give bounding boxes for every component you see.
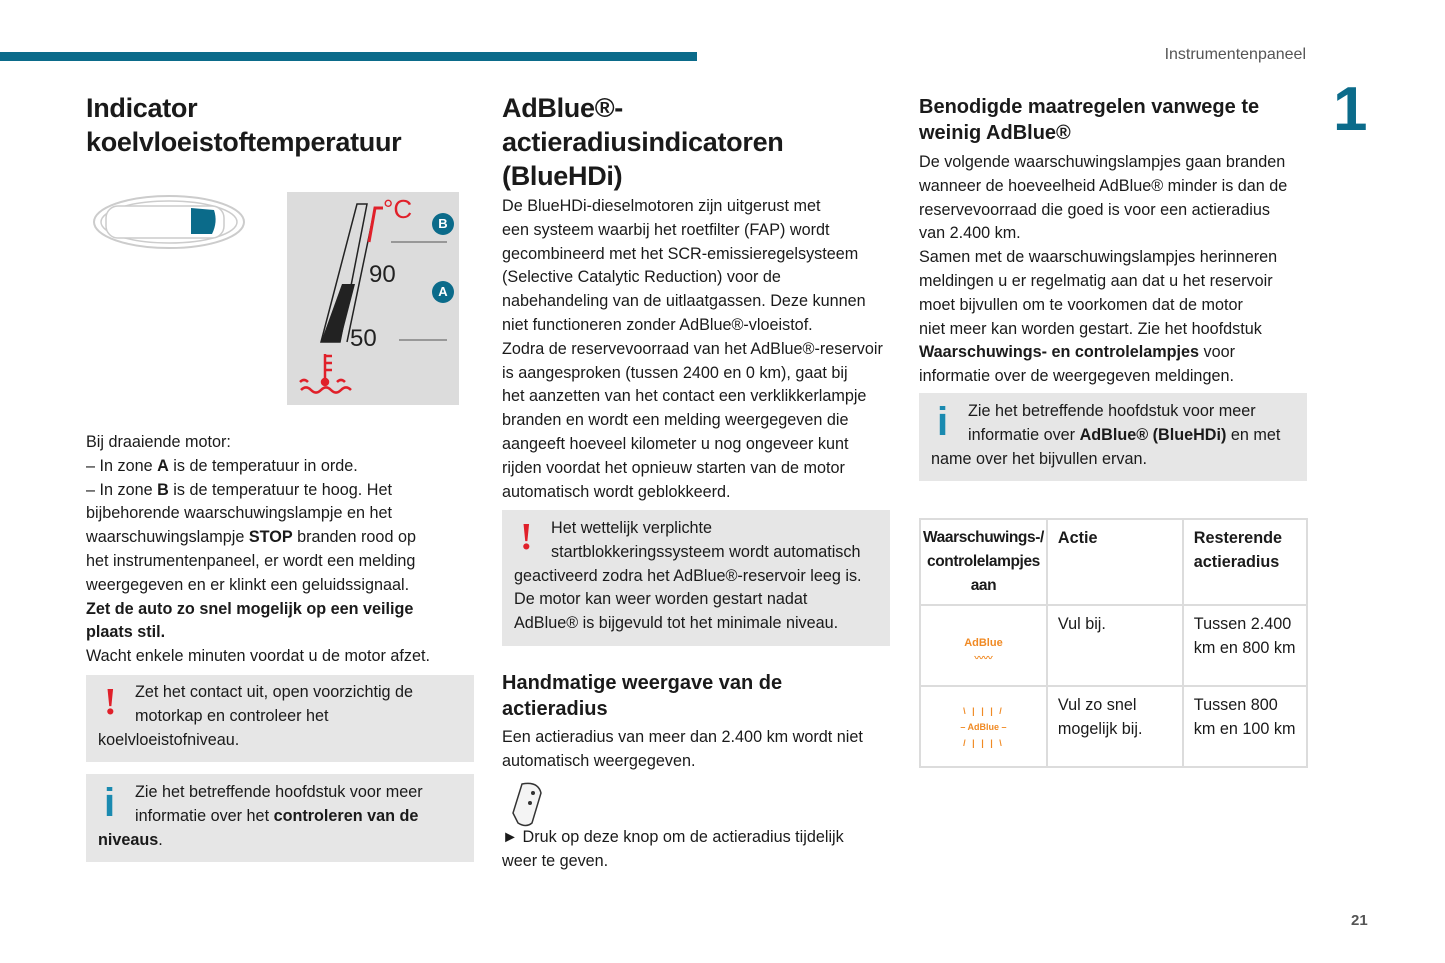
- text-segment: informatie over het: [135, 806, 274, 825]
- action-cell: Vul bij.: [1047, 605, 1183, 686]
- bold-text: niveaus: [98, 830, 159, 849]
- text-segment: aangeeft hoeveel kilometer u nog ongeveer kunt: [502, 434, 849, 453]
- text-line: [502, 850, 844, 874]
- text-segment: het instrumentenpaneel, er wordt een melding: [86, 551, 416, 570]
- adblue-body: [502, 195, 883, 504]
- text-line: [919, 318, 1287, 342]
- text-line: [919, 341, 1287, 365]
- bold-text: Zet de auto zo snel mogelijk op een veilige: [86, 599, 414, 618]
- text-segment: is de temperatuur te hoog. Het: [168, 480, 392, 499]
- text-segment: weergegeven en er klinkt een geluidssignaal.: [86, 575, 410, 594]
- text-line: [502, 726, 863, 750]
- text-line: [514, 565, 862, 589]
- text-segment: is de temperatuur in orde.: [168, 456, 358, 475]
- text-line: [502, 385, 883, 409]
- text-segment: nabehandeling van de uitlaatgassen. Deze kunnen: [502, 292, 866, 311]
- text-segment: niet functioneren zonder AdBlue®-vloeistof.: [502, 315, 813, 334]
- title-line: Benodigde maatregelen vanwege te: [919, 96, 1260, 118]
- running-title: Instrumentenpaneel: [1164, 46, 1306, 63]
- title-line: actieradiusindicatoren: [502, 127, 784, 157]
- text-line: [98, 781, 423, 805]
- bold-text: A: [157, 456, 169, 475]
- adblue-range-table: [919, 518, 1308, 768]
- text-line: [919, 151, 1287, 175]
- text-line: [502, 750, 863, 774]
- text-segment: motorkap en controleer het: [135, 706, 329, 725]
- text-line: [86, 550, 430, 574]
- page-number: 21: [1351, 912, 1368, 929]
- text-line: [514, 541, 862, 565]
- text-segment: (Selective Catalytic Reduction) voor de: [502, 268, 781, 287]
- text-segment: Zet het contact uit, open voorzichtig de: [135, 683, 414, 701]
- title-line: weinig AdBlue®: [919, 122, 1071, 144]
- bold-text: controleren van de: [273, 806, 419, 825]
- text-segment: waarschuwingslampje: [86, 528, 249, 547]
- text-line: [502, 219, 883, 243]
- text-line: [931, 448, 1280, 472]
- text-segment: informatie over de weergegeven meldingen.: [919, 367, 1234, 386]
- text-segment: De motor kan weer worden gestart nadat: [514, 590, 808, 609]
- coolant-temperature-icon: [300, 354, 351, 393]
- text-segment: Wacht enkele minuten voordat u de motor afzet.: [86, 647, 431, 666]
- text-line: [919, 365, 1287, 389]
- text-line: [98, 829, 423, 853]
- text-segment: het aanzetten van het contact een verklikkerlampje: [502, 387, 867, 406]
- chapter-number: 1: [1333, 75, 1368, 144]
- text-line: [931, 400, 1280, 424]
- text-line: [502, 362, 883, 386]
- lamp-label: AdBlue: [967, 721, 1000, 732]
- text-segment: weer te geven.: [502, 851, 609, 870]
- text-segment: is aangesproken (tussen 2400 en 0 km), gaat bij: [502, 363, 848, 382]
- text-line: [919, 199, 1287, 223]
- text-line: [86, 645, 430, 669]
- text-line: [502, 826, 844, 850]
- bold-text: AdBlue® (BlueHDi): [1079, 425, 1227, 444]
- text-segment: Zie het betreffende hoofdstuk voor meer: [968, 402, 1256, 420]
- warning-text: [98, 681, 413, 752]
- warning-text: [514, 517, 862, 636]
- text-segment: wanneer de hoeveelheid AdBlue® minder is dan de: [919, 176, 1288, 195]
- text-segment: moet bijvullen om te voorkomen dat de motor: [919, 295, 1243, 314]
- text-line: [86, 574, 430, 598]
- text-line: [502, 314, 883, 338]
- text-line: [86, 455, 430, 479]
- text-segment: ► Druk op deze knop om de actieradius tijdelijk: [502, 828, 844, 846]
- text-segment: informatie over: [968, 425, 1080, 444]
- text-segment: branden en wordt een melding weergegeven die: [502, 411, 849, 430]
- info-icon: i: [937, 400, 949, 444]
- text-segment: van 2.400 km.: [919, 224, 1021, 243]
- instruction-text: [502, 826, 844, 874]
- text-segment: automatisch wordt geblokkeerd.: [502, 482, 731, 501]
- title-line: AdBlue®-: [502, 93, 623, 123]
- text-line: [919, 222, 1287, 246]
- warning-icon: !: [104, 681, 117, 723]
- subtitle-line: actieradius: [502, 698, 608, 720]
- instrument-cluster-illustration: [92, 194, 247, 252]
- text-line: [86, 598, 430, 622]
- header-action: Actie: [1047, 519, 1183, 605]
- subtitle-line: Handmatige weergave van de: [502, 672, 783, 694]
- title-line: Indicator: [86, 93, 198, 123]
- text-segment: branden rood op: [292, 528, 416, 547]
- text-line: [919, 246, 1287, 270]
- text-line: [98, 705, 413, 729]
- text-segment: .: [158, 830, 163, 849]
- manual-display-subtitle: [502, 670, 782, 722]
- text-segment: en met: [1226, 425, 1281, 444]
- text-segment: Zodra de reservevoorraad van het AdBlue®-reservoir: [502, 339, 883, 358]
- text-segment: een systeem waarbij het roetfilter (FAP) wordt: [502, 220, 830, 239]
- text-segment: niet meer kan worden gestart. Zie het hoofdstuk: [919, 319, 1262, 338]
- warning-callout: [502, 510, 890, 646]
- text-line: [502, 457, 883, 481]
- text-segment: Een actieradius van meer dan 2.400 km wordt niet: [502, 728, 863, 746]
- header-lamps: Waarschuwings-/ controlelampjes aan: [920, 519, 1047, 605]
- text-segment: startblokkeringssysteem wordt automatisch: [551, 542, 861, 561]
- text-segment: Het wettelijk verplichte: [551, 519, 713, 537]
- lamp-cell: [920, 605, 1047, 686]
- text-segment: koelvloeistofniveau.: [98, 730, 240, 749]
- lamp-cell: [920, 686, 1047, 767]
- text-line: [919, 270, 1287, 294]
- table-row: [920, 605, 1307, 686]
- header-bar: [0, 52, 697, 61]
- header-range: Resterende actieradius: [1183, 519, 1307, 605]
- text-line: [86, 479, 430, 503]
- bold-text: B: [157, 480, 169, 499]
- coolant-title: [86, 91, 401, 159]
- text-line: [502, 433, 883, 457]
- text-line: [502, 195, 883, 219]
- gauge-unit: °C: [383, 194, 413, 224]
- coolant-body: [86, 431, 430, 669]
- text-segment: voor: [1199, 343, 1236, 362]
- bold-text: plaats stil.: [86, 623, 166, 642]
- text-line: [86, 621, 430, 645]
- text-segment: bijbehorende waarschuwingslampje en het: [86, 504, 392, 523]
- text-line: [86, 502, 430, 526]
- text-line: [502, 338, 883, 362]
- info-text: [98, 781, 423, 852]
- text-segment: – In zone: [86, 480, 158, 499]
- text-segment: reservevoorraad die goed is voor een actieradius: [919, 200, 1270, 219]
- range-cell: Tussen 800 km en 100 km: [1183, 686, 1307, 767]
- text-line: [86, 431, 430, 455]
- text-segment: Samen met de waarschuwingslampjes herinneren: [919, 248, 1278, 267]
- table-header-row: [920, 519, 1307, 605]
- measures-title: [919, 94, 1259, 146]
- text-line: [98, 805, 423, 829]
- title-line: koelvloeistoftemperatuur: [86, 127, 402, 157]
- text-line: [98, 729, 413, 753]
- text-line: [502, 243, 883, 267]
- text-line: [98, 681, 413, 705]
- title-line: (BlueHDi): [502, 161, 623, 191]
- text-line: [514, 517, 862, 541]
- text-line: [502, 481, 883, 505]
- text-segment: automatisch weergegeven.: [502, 751, 696, 770]
- bold-text: STOP: [248, 528, 293, 547]
- text-line: [502, 290, 883, 314]
- measures-body: [919, 151, 1287, 389]
- table-row: [920, 686, 1307, 767]
- stalk-button-icon: [508, 781, 546, 829]
- info-callout: [919, 393, 1307, 481]
- warning-icon: !: [520, 516, 533, 558]
- text-segment: Zie het betreffende hoofdstuk voor meer: [135, 783, 423, 801]
- text-line: [919, 294, 1287, 318]
- gauge-label-50: 50: [350, 325, 377, 352]
- text-segment: De BlueHDi-dieselmotoren zijn uitgerust met: [502, 197, 821, 215]
- text-line: [514, 612, 862, 636]
- text-segment: Bij draaiende motor:: [86, 433, 231, 451]
- warning-callout: [86, 675, 474, 762]
- bold-text: Waarschuwings- en controlelampjes: [919, 343, 1200, 362]
- info-callout: [86, 774, 474, 862]
- text-segment: name over het bijvullen ervan.: [931, 449, 1147, 468]
- zone-a-badge: A: [432, 281, 454, 303]
- text-line: [502, 266, 883, 290]
- manual-display-body: [502, 726, 863, 774]
- text-segment: gecombineerd met het SCR-emissieregelsysteem: [502, 244, 859, 263]
- zone-b-badge: B: [432, 213, 454, 235]
- adblue-lamp-icon: AdBlue 〰〰: [964, 636, 1003, 663]
- info-text: [931, 400, 1280, 471]
- action-cell: Vul zo snel mogelijk bij.: [1047, 686, 1183, 767]
- text-line: [919, 175, 1287, 199]
- adblue-title: [502, 91, 784, 193]
- info-icon: i: [104, 781, 116, 825]
- text-segment: geactiveerd zodra het AdBlue®-reservoir leeg is.: [514, 566, 862, 585]
- text-line: [502, 409, 883, 433]
- lamp-label: AdBlue: [964, 636, 1003, 649]
- adblue-flashing-lamp-icon: \ | | | / – AdBlue – / | | | \: [960, 705, 1007, 748]
- text-segment: De volgende waarschuwingslampjes gaan branden: [919, 153, 1286, 171]
- temperature-gauge: [287, 192, 459, 405]
- text-line: [86, 526, 430, 550]
- text-line: [514, 588, 862, 612]
- text-line: [931, 424, 1280, 448]
- text-segment: AdBlue® is bijgevuld tot het minimale niveau.: [514, 614, 839, 633]
- text-segment: rijden voordat het opnieuw starten van de motor: [502, 458, 845, 477]
- text-segment: meldingen u er regelmatig aan dat u het reservoir: [919, 271, 1273, 290]
- range-cell: Tussen 2.400 km en 800 km: [1183, 605, 1307, 686]
- text-segment: – In zone: [86, 456, 158, 475]
- gauge-label-90: 90: [369, 261, 396, 288]
